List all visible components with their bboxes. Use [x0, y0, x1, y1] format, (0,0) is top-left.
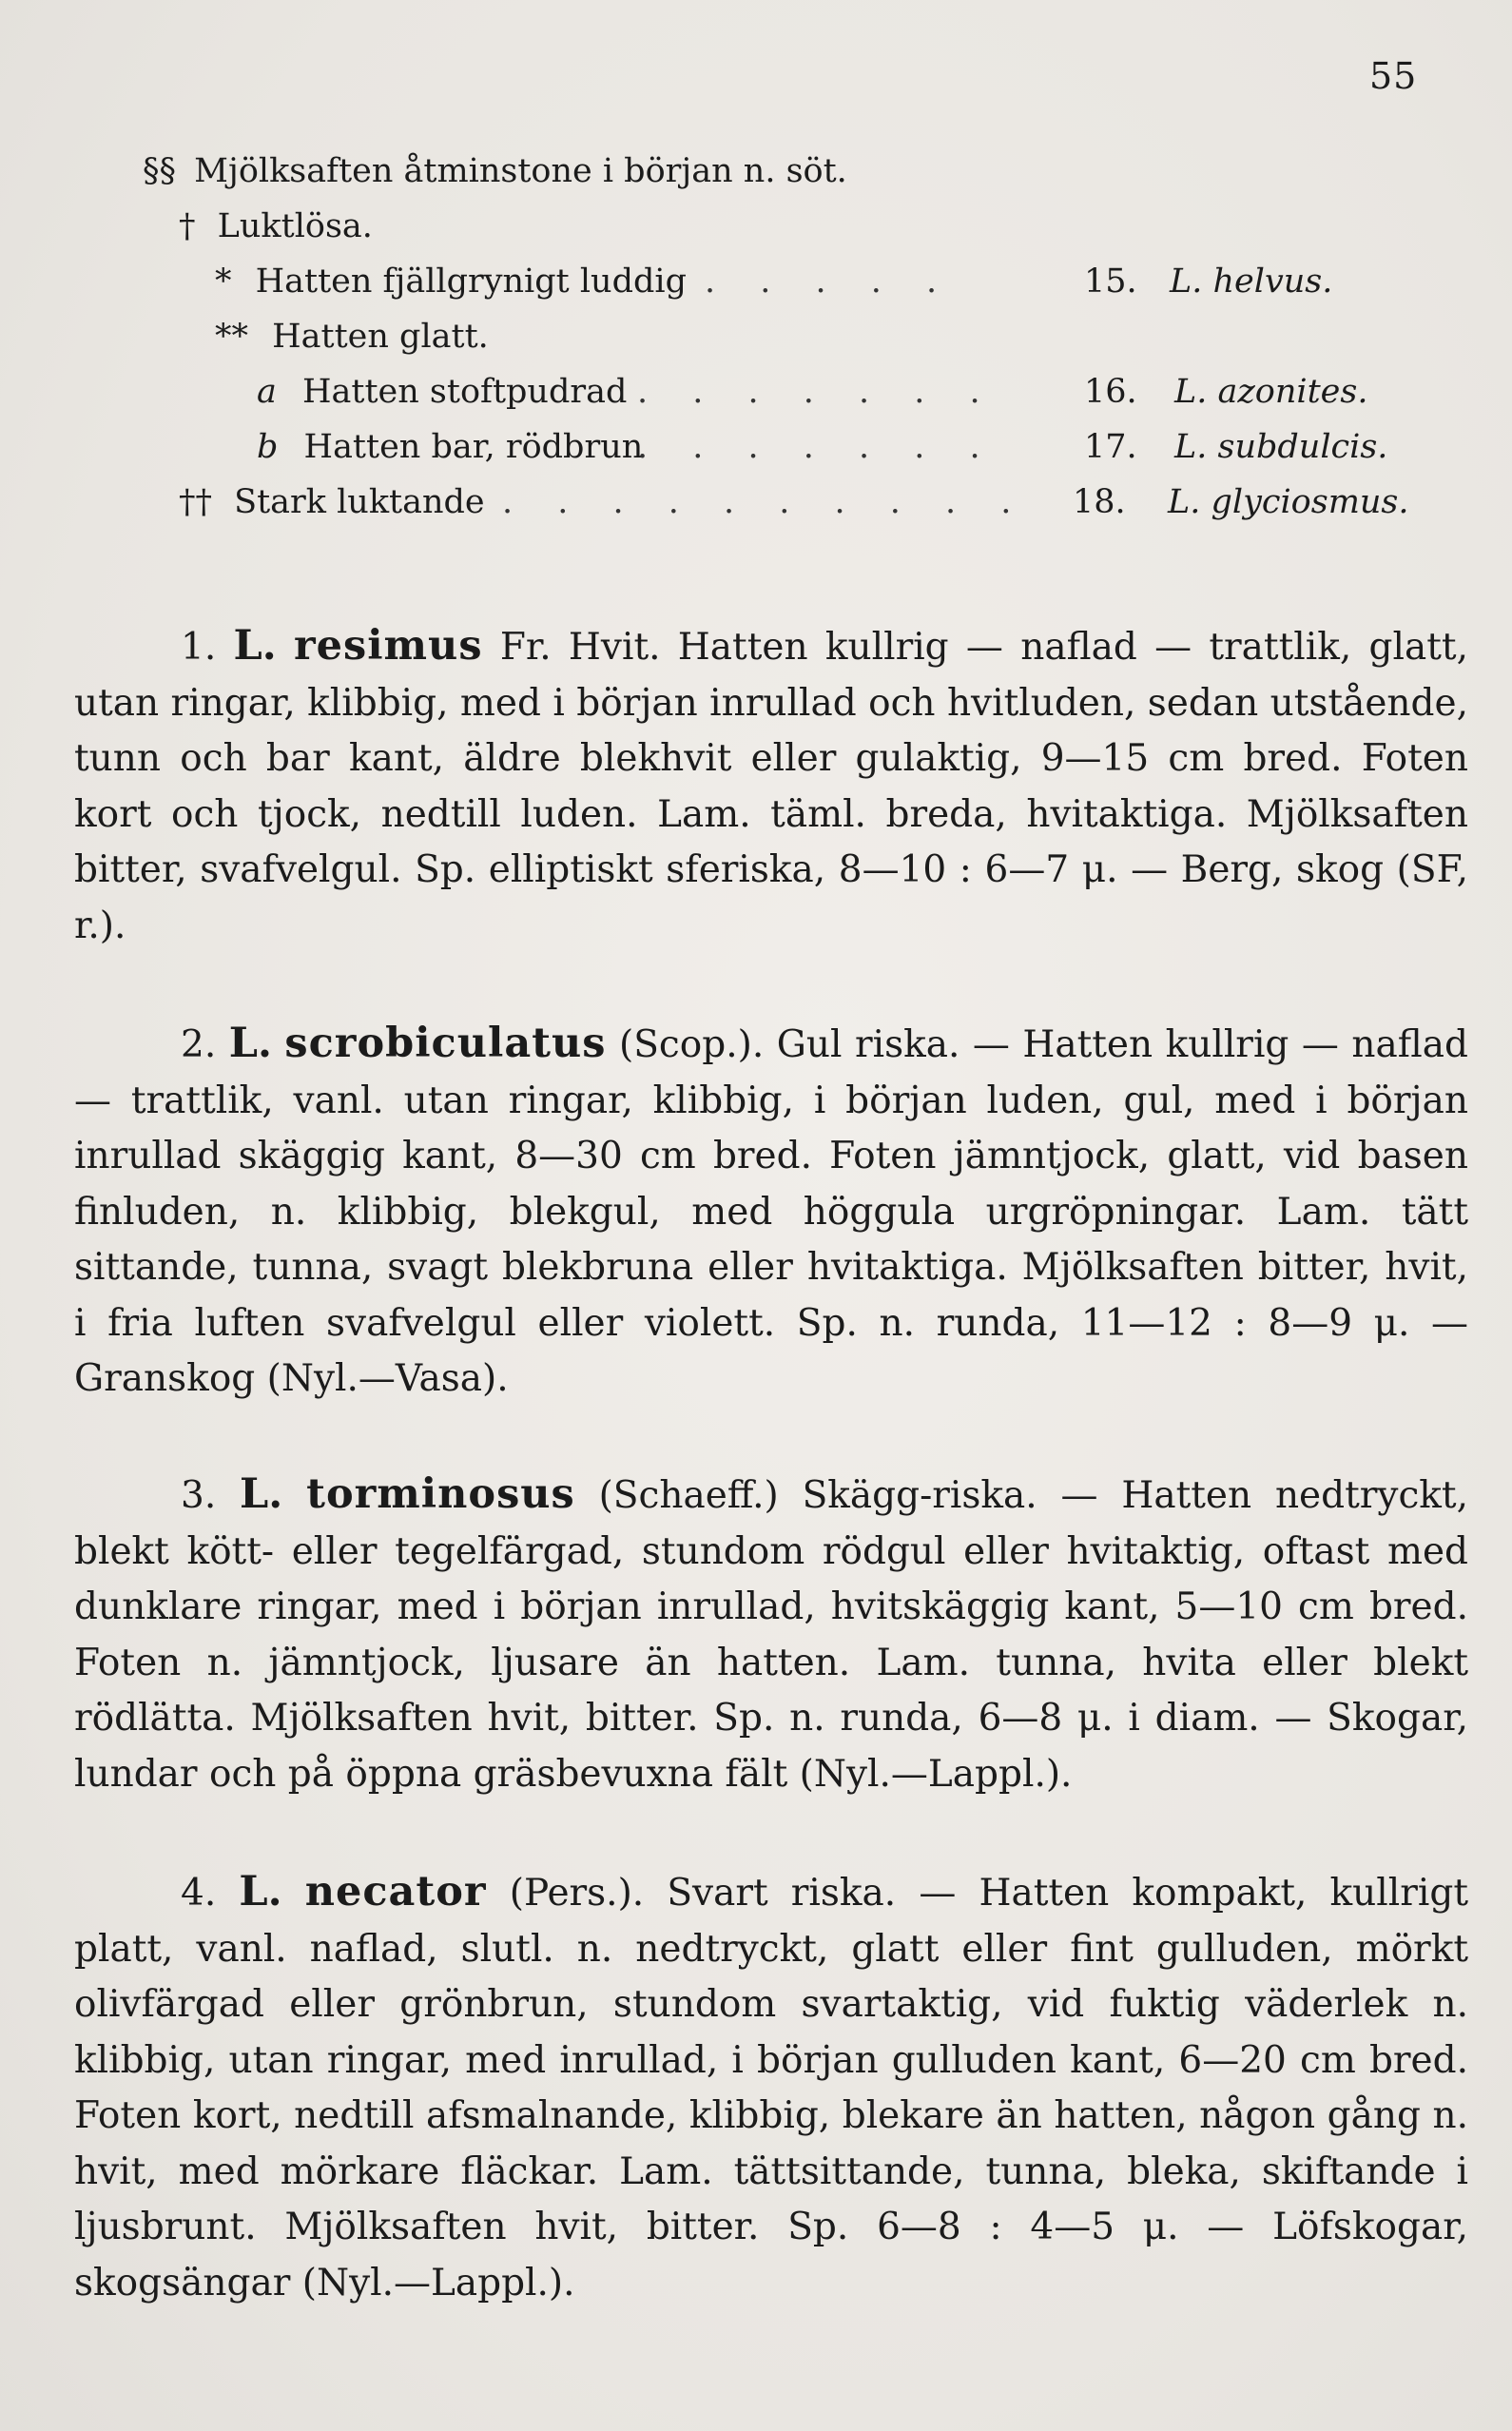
entry-number: 4.	[181, 1872, 217, 1915]
key-marker: *	[215, 263, 232, 301]
species-entry	[74, 1864, 1468, 2311]
page-number: 55	[1369, 55, 1418, 97]
key-line	[179, 207, 1377, 259]
entry-species: scrobiculatus	[284, 1020, 607, 1067]
key-text: Hatten fjällgrynigt luddig	[255, 263, 687, 301]
key-text: Stark luktande	[234, 483, 485, 521]
entry-species: resimus	[294, 622, 483, 670]
key-text: Luktlösa.	[217, 207, 373, 245]
key-line	[143, 152, 1379, 204]
species-entry	[74, 1016, 1468, 1408]
key-number: 15.	[1084, 263, 1137, 301]
key-species: L. subdulcis.	[1174, 428, 1388, 466]
entry-genus: L.	[228, 1020, 272, 1067]
key-marker: §§	[143, 152, 176, 190]
key-line	[257, 373, 1426, 424]
key-line	[215, 318, 1356, 369]
entry-author: Fr.	[499, 626, 552, 669]
species-entry	[74, 1467, 1468, 1802]
entry-genus: L.	[233, 622, 277, 670]
leader-dots: . . . . . . . . . .	[502, 483, 1029, 521]
key-marker: †	[179, 207, 196, 245]
key-line	[215, 263, 1451, 314]
leader-dots: . . . . . . .	[637, 373, 998, 411]
key-marker: ††	[179, 483, 212, 521]
key-text: Hatten stoftpudrad	[302, 373, 628, 411]
key-species: L. helvus.	[1170, 263, 1333, 301]
key-text: Mjölksaften åtminstone i början n. söt.	[194, 152, 847, 190]
entry-number: 3.	[181, 1474, 217, 1517]
key-line	[179, 483, 1415, 535]
entry-author: (Pers.).	[509, 1872, 645, 1915]
entry-text: Skägg-riska. — Hatten nedtryckt, blekt kött- eller tegelfärgad, stundom rödgul eller hvitaktig, oftast med dunklare ringar, med i början inrullad, hvitskäggig kant, 5—10 cm bred. Foten n. jämntjock, ljusare än hatten. Lam. tunna, hvita eller blekt rödlätta. Mjölksaften hvit, bitter. Sp. n. runda, 6—8 μ. i diam. — Skogar, lundar och på öppna gräsbevuxna fält (Nyl.—Lappl.).	[74, 1474, 1468, 1796]
key-marker: **	[215, 318, 248, 356]
entry-genus: L.	[240, 1470, 283, 1518]
entry-species: torminosus	[306, 1470, 575, 1518]
entry-number: 2.	[181, 1023, 217, 1066]
leader-dots: . . . . .	[705, 263, 955, 301]
key-number: 16.	[1084, 373, 1137, 411]
key-species: L. glyciosmus.	[1168, 483, 1409, 521]
key-line	[257, 428, 1426, 479]
key-number: 18.	[1073, 483, 1126, 521]
entry-author: (Scop.).	[619, 1023, 765, 1066]
entry-species: necator	[304, 1868, 487, 1916]
leader-dots: . . . . . . .	[637, 428, 998, 466]
key-number: 17.	[1084, 428, 1137, 466]
entry-number: 1.	[181, 626, 217, 669]
entry-text: Hvit. Hatten kullrig — naflad — trattlik, glatt, utan ringar, klibbig, med i början inrullad och hvitluden, sedan utstående, tunn och bar kant, äldre blekhvit eller gulaktig, 9—15 cm bred. Foten kort och tjock, nedtill luden. Lam. täml. breda, hvitaktiga. Mjölksaften bitter, svafvelgul. Sp. elliptiskt sferiska, 8—10 : 6—7 μ. — Berg, skog (SF, r.).	[74, 626, 1468, 947]
key-text: Hatten glatt.	[272, 318, 489, 356]
key-species: L. azonites.	[1174, 373, 1368, 411]
entry-text: Gul riska. — Hatten kullrig — naflad — trattlik, vanl. utan ringar, klibbig, i början luden, gul, med i början inrullad skäggig kant, 8—30 cm bred. Foten jämntjock, glatt, vid basen finluden, n. klibbig, blekgul, med höggula urgröpningar. Lam. tätt sittande, tunna, svagt blekbruna eller hvitaktiga. Mjölksaften bitter, hvit, i fria luften svafvelgul eller violett. Sp. n. runda, 11—12 : 8—9 μ. — Granskog (Nyl.—Vasa).	[74, 1023, 1468, 1400]
key-marker: b	[257, 428, 279, 466]
species-entry	[74, 618, 1468, 954]
entry-author: (Schaeff.)	[598, 1474, 779, 1517]
key-text: Hatten bar, rödbrun	[303, 428, 644, 466]
entry-text: Svart riska. — Hatten kompakt, kullrigt platt, vanl. naflad, slutl. n. nedtryckt, glatt eller fint gulluden, mörkt olivfärgad eller grönbrun, stundom svartaktig, vid fuktig väderlek n. klibbig, utan ringar, med inrullad, i början gulluden kant, 6—20 cm bred. Foten kort, nedtill afsmalnande, klibbig, blekare än hatten, någon gång n. hvit, med mörkare fläckar. Lam. tättsittande, tunna, bleka, skiftande i ljusbrunt. Mjölksaften hvit, bitter. Sp. 6—8 : 4—5 μ. — Löfskogar, skogsängar (Nyl.—Lappl.).	[74, 1872, 1468, 2305]
entry-genus: L.	[239, 1868, 282, 1916]
key-marker: a	[257, 373, 277, 411]
